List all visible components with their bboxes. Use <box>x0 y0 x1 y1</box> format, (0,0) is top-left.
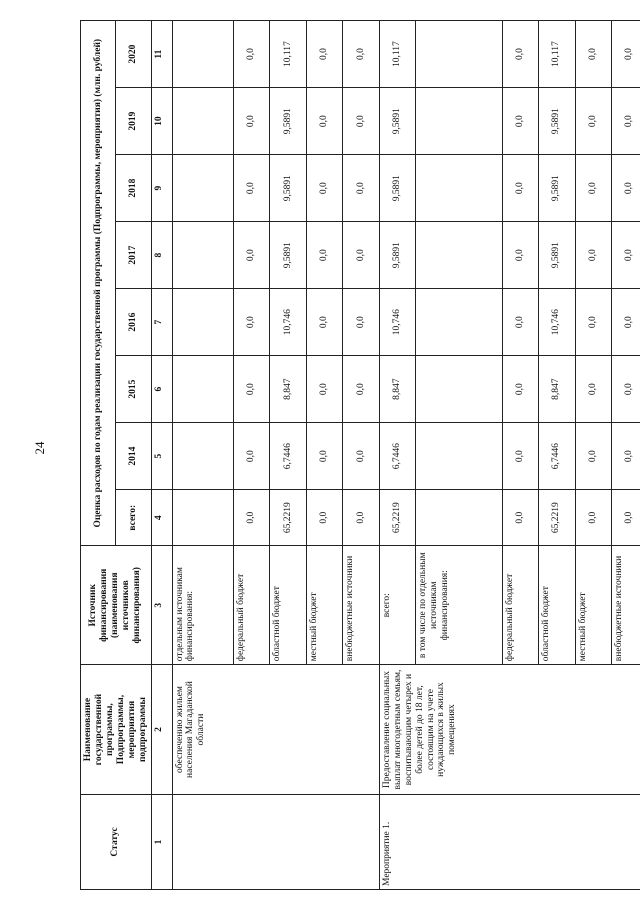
value-cell: 0,0 <box>343 21 379 88</box>
col-number: 11 <box>151 21 172 88</box>
header-year: 2014 <box>116 423 151 490</box>
table-row <box>172 21 233 890</box>
col-number: 2 <box>151 665 172 795</box>
empty-cell <box>172 423 233 490</box>
value-cell: 0,0 <box>612 289 640 356</box>
source-cell: областной бюджет <box>539 546 575 665</box>
budget-table <box>80 20 640 890</box>
value-cell: 0,0 <box>306 222 342 289</box>
header-total: всего: <box>116 490 151 546</box>
value-cell: 0,0 <box>234 155 270 222</box>
value-cell: 0,0 <box>575 423 611 490</box>
value-cell: 9,5891 <box>270 88 306 155</box>
value-cell: 0,0 <box>612 88 640 155</box>
empty-cell <box>172 222 233 289</box>
source-cell: внебюджетные источники <box>343 546 379 665</box>
value-cell: 10,746 <box>270 289 306 356</box>
value-cell: 9,5891 <box>539 222 575 289</box>
program-name-cell: обеспечению жильем населения Магаданской области <box>172 665 379 795</box>
empty-cell <box>172 356 233 423</box>
value-cell: 9,5891 <box>270 222 306 289</box>
value-cell: 0,0 <box>343 490 379 546</box>
value-cell: 10,746 <box>539 289 575 356</box>
col-number: 4 <box>151 490 172 546</box>
event-name-cell: Предоставление социальных выплат многодетным семьям, воспитывающим четырех и более детей до 18 лет, состоящим на учете нуждающихся в жилых помещениях <box>379 665 640 795</box>
column-numbers-row <box>151 21 172 890</box>
source-cell: всего: <box>379 546 415 665</box>
value-cell: 0,0 <box>234 289 270 356</box>
value-cell: 0,0 <box>306 21 342 88</box>
empty-cell <box>416 88 502 155</box>
value-cell: 0,0 <box>612 21 640 88</box>
value-cell: 0,0 <box>343 356 379 423</box>
value-cell: 10,117 <box>270 21 306 88</box>
header-year: 2019 <box>116 88 151 155</box>
value-cell: 0,0 <box>234 356 270 423</box>
page-number: 24 <box>32 441 47 455</box>
col-number: 8 <box>151 222 172 289</box>
value-cell: 0,0 <box>502 423 538 490</box>
value-cell: 0,0 <box>343 155 379 222</box>
value-cell: 0,0 <box>306 88 342 155</box>
empty-cell <box>416 490 502 546</box>
value-cell: 0,0 <box>502 356 538 423</box>
value-cell: 0,0 <box>612 356 640 423</box>
value-cell: 8,847 <box>539 356 575 423</box>
empty-cell <box>172 88 233 155</box>
header-year: 2020 <box>116 21 151 88</box>
value-cell: 9,5891 <box>270 155 306 222</box>
source-intro-cell: в том числе по отдельным источникам финансирования: <box>416 546 502 665</box>
value-cell: 0,0 <box>502 88 538 155</box>
empty-cell <box>172 289 233 356</box>
source-cell: местный бюджет <box>575 546 611 665</box>
value-cell: 9,5891 <box>539 155 575 222</box>
source-cell: федеральный бюджет <box>502 546 538 665</box>
value-cell: 0,0 <box>306 423 342 490</box>
empty-cell <box>416 222 502 289</box>
header-source: Источник финансирования (наименования источников финансирования) <box>81 546 152 665</box>
empty-cell <box>416 289 502 356</box>
empty-cell <box>416 423 502 490</box>
value-cell: 8,847 <box>379 356 415 423</box>
value-cell: 0,0 <box>502 289 538 356</box>
header-status: Статус <box>81 794 152 889</box>
value-cell: 6,7446 <box>270 423 306 490</box>
value-cell: 0,0 <box>306 155 342 222</box>
value-cell: 0,0 <box>234 222 270 289</box>
value-cell: 65,2219 <box>270 490 306 546</box>
value-cell: 6,7446 <box>379 423 415 490</box>
value-cell: 0,0 <box>343 88 379 155</box>
value-cell: 0,0 <box>612 222 640 289</box>
value-cell: 0,0 <box>343 423 379 490</box>
empty-cell <box>416 155 502 222</box>
value-cell: 6,7446 <box>539 423 575 490</box>
value-cell: 0,0 <box>306 356 342 423</box>
value-cell: 0,0 <box>234 423 270 490</box>
value-cell: 0,0 <box>575 356 611 423</box>
status-cell: Мероприятие 1. <box>379 794 640 889</box>
value-cell: 0,0 <box>234 21 270 88</box>
value-cell: 65,2219 <box>379 490 415 546</box>
value-cell: 0,0 <box>343 289 379 356</box>
empty-cell <box>416 356 502 423</box>
value-cell: 0,0 <box>306 490 342 546</box>
empty-cell <box>172 155 233 222</box>
source-cell: местный бюджет <box>306 546 342 665</box>
col-number: 9 <box>151 155 172 222</box>
empty-cell <box>172 490 233 546</box>
value-cell: 0,0 <box>234 490 270 546</box>
value-cell: 0,0 <box>306 289 342 356</box>
empty-cell <box>172 21 233 88</box>
header-year: 2017 <box>116 222 151 289</box>
value-cell: 0,0 <box>575 155 611 222</box>
value-cell: 0,0 <box>234 88 270 155</box>
header-year: 2015 <box>116 356 151 423</box>
header-estimate: Оценка расходов по годам реализации государственной программы (Подпрограммы, мероприятия) (млн. рублей) <box>81 21 116 546</box>
value-cell: 0,0 <box>575 21 611 88</box>
value-cell: 10,117 <box>379 21 415 88</box>
source-cell: областной бюджет <box>270 546 306 665</box>
col-number: 5 <box>151 423 172 490</box>
col-number: 10 <box>151 88 172 155</box>
header-year: 2016 <box>116 289 151 356</box>
source-cell: внебюджетные источники <box>612 546 640 665</box>
value-cell: 65,2219 <box>539 490 575 546</box>
status-cell <box>172 794 379 889</box>
value-cell: 0,0 <box>502 490 538 546</box>
value-cell: 0,0 <box>575 289 611 356</box>
value-cell: 0,0 <box>502 21 538 88</box>
value-cell: 9,5891 <box>379 88 415 155</box>
col-number: 1 <box>151 794 172 889</box>
rotated-table-wrapper <box>80 20 635 890</box>
col-number: 3 <box>151 546 172 665</box>
value-cell: 0,0 <box>343 222 379 289</box>
value-cell: 0,0 <box>612 490 640 546</box>
value-cell: 0,0 <box>575 490 611 546</box>
col-number: 6 <box>151 356 172 423</box>
value-cell: 0,0 <box>502 222 538 289</box>
table-row <box>379 21 415 890</box>
value-cell: 0,0 <box>502 155 538 222</box>
value-cell: 0,0 <box>612 155 640 222</box>
source-intro-cell: отдельным источникам финансирования: <box>172 546 233 665</box>
value-cell: 9,5891 <box>379 155 415 222</box>
value-cell: 0,0 <box>575 88 611 155</box>
empty-cell <box>416 21 502 88</box>
source-cell: федеральный бюджет <box>234 546 270 665</box>
value-cell: 0,0 <box>575 222 611 289</box>
value-cell: 0,0 <box>612 423 640 490</box>
header-year: 2018 <box>116 155 151 222</box>
value-cell: 10,117 <box>539 21 575 88</box>
value-cell: 9,5891 <box>379 222 415 289</box>
value-cell: 9,5891 <box>539 88 575 155</box>
header-name: Наименование государственной программы, Подпрограммы, мероприятия подпрограммы <box>81 665 152 795</box>
value-cell: 8,847 <box>270 356 306 423</box>
col-number: 7 <box>151 289 172 356</box>
value-cell: 10,746 <box>379 289 415 356</box>
